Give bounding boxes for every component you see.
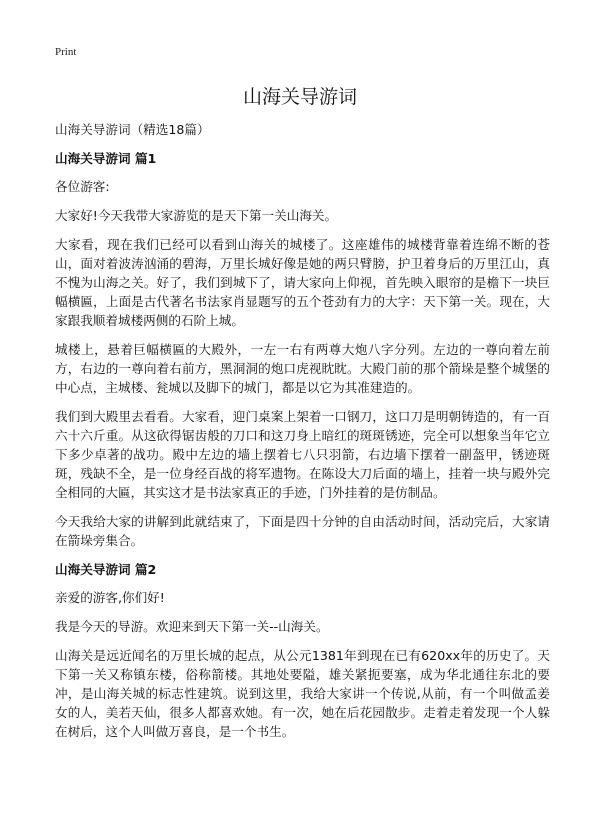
paragraph: 山海关是远近闻名的万里长城的起点，从公元1381年到现在已有620xx年的历史了。天下第一关又称镇东楼，俗称箭楼。其地处要隘，雄关紧扼要塞，成为华北通往东北的要冲，是山海关城的标志性建筑。说到这里，我给大家讲一个传说,从前，有一个叫做孟姜女的人，美若天仙，很多人都喜欢她。有一次，她在后花园散步。走着走着发现一个人躲在树后，这个人叫做万喜良，是一个书生。 [55,648,550,739]
section-1 [55,149,550,550]
paragraph: 大家看，现在我们已经可以看到山海关的城楼了。这座雄伟的城楼背靠着连绵不断的苍山，面对着波涛汹涌的碧海，万里长城好像是她的两只臂膀，护卫着身后的万里江山，真不愧为山海之关。好了，我们到城下了，请大家向上仰视，首先映入眼帘的是檐下一块巨幅横匾，上面是古代著名书法家肖显题写的五个苍劲有力的大字：天下第一关。现在，大家跟我顺着城楼两侧的石阶上城。 [55,237,550,328]
paragraph: 大家好!今天我带大家游览的是天下第一关山海关。 [55,208,338,223]
print-link[interactable]: Print [55,46,77,58]
paragraph: 今天我给大家的讲解到此就结束了，下面是四十分钟的自由活动时间，活动完后，大家请在箭垛旁集合。 [55,514,550,548]
paragraph: 我们到大殿里去看看。大家看，迎门桌案上架着一口钢刀，这口刀是明朝铸造的，有一百六十六斤重。从这砍得锯齿般的刀口和这刀身上暗红的斑斑锈迹，完全可以想象当年它立下多少卓著的战功。殿中左边的墙上摆着七八只羽箭，右边墙下摆着一副盔甲，锈迹斑斑，残缺不全，是一位身经百战的将军遗物。在陈设大刀后面的墙上，挂着一块与殿外完全相同的大匾，其实这才是书法家真正的手迹，门外挂着的是仿制品。 [55,409,550,500]
section-heading: 山海关导游词 篇2 [55,562,157,577]
paragraph: 城楼上，悬着巨幅横匾的大殿外，一左一右有两尊大炮八字分列。左边的一尊向着左前方，右边的一尊向着右前方，黑洞洞的炮口虎视眈眈。大殿门前的那个箭垛是整个城堡的中心点，主城楼、瓮城以及脚下的城门，都是以它为其准建造的。 [55,342,550,395]
section-heading: 山海关导游词 篇1 [55,151,157,166]
document-body [55,120,550,751]
document-subtitle: 山海关导游词（精选18篇） [55,122,210,137]
paragraph: 各位游客: [55,179,110,194]
paragraph: 亲爱的游客,你们好! [55,590,165,605]
section-2 [55,560,550,741]
page-title: 山海关导游词 [242,86,357,108]
paragraph: 我是今天的导游。欢迎来到天下第一关--山海关。 [55,619,329,634]
